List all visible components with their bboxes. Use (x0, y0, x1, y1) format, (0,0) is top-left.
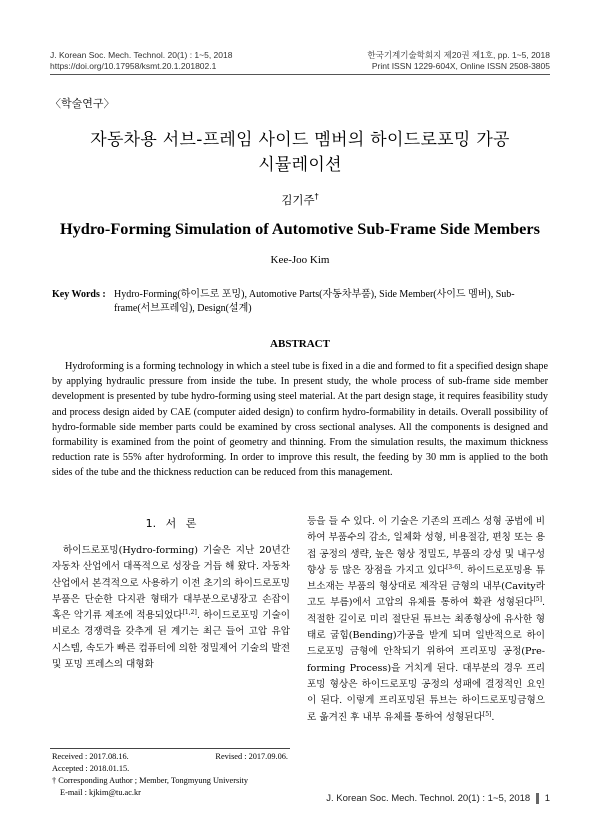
journal-citation-en: J. Korean Soc. Mech. Technol. 20(1) : 1~5, 2018 (50, 50, 233, 60)
author-english: Kee-Joo Kim (270, 254, 330, 266)
section-heading-introduction: 1. 서 론 (145, 517, 197, 530)
issn: Print ISSN 1229-604X, Online ISSN 2508-3805 (371, 61, 550, 71)
abstract-title: ABSTRACT (270, 338, 330, 350)
author-korean-name: 김기주 (281, 193, 315, 207)
article-category: 〈학술연구〉 (50, 97, 115, 110)
corresponding-mark: † (314, 192, 319, 202)
revised-date: Revised : 2017.09.06. (215, 752, 288, 761)
page-number: 1 (544, 793, 550, 804)
right-text-2: . 하이드로포밍용 튜브소재는 부품의 형상대로 제작된 금형의 내부(Cavity라고도 부름)에서 고압의 유체를 통하여 확관 성형된다 (307, 564, 545, 609)
author-korean (50, 192, 550, 208)
keywords-label: Key Words : (52, 289, 106, 300)
title-english: Hydro-Forming Simulation of Automotive Sub-Frame Side Members (60, 219, 540, 238)
right-text-4: . (491, 711, 495, 723)
right-paragraph (307, 514, 545, 726)
footnote-dates (52, 751, 288, 763)
title-korean-line2: 시뮬레이션 (258, 155, 342, 175)
title-korean (50, 128, 550, 178)
corresponding-author: † Corresponding Author ; Member, Tongmyung University (52, 776, 248, 785)
footnote-rule (50, 748, 290, 749)
citation-ref[interactable]: [3-6] (446, 563, 461, 571)
footer-divider (536, 793, 539, 804)
received-date: Received : 2017.08.16. (52, 752, 129, 761)
right-text-1: 등을 들 수 있다. 이 기술은 기존의 프레스 성형 공법에 비하여 부품수의 감소, 일체화 성형, 비용절감, 편칭 또는 용접 공정의 생략, 높은 형상 정밀도, 부품의 강성 및 내구성 향상 등 많은 장점을 가지고 있다 (307, 516, 545, 576)
left-column (52, 543, 290, 673)
author-email[interactable]: E-mail : kjkim@tu.ac.kr (60, 788, 141, 797)
citation-ref[interactable]: [1,2] (182, 609, 197, 616)
accepted-date: Accepted : 2018.01.15. (52, 764, 130, 773)
intro-text-2: . 하이드로포밍 기술이 비로소 경쟁력을 갖추게 된 계기는 최근 들어 고압 유압 시스템, 속도가 빠른 컴퓨터에 의한 정밀제어 기술의 발전 및 포밍 프레스의 대형화 (52, 610, 290, 671)
right-column (307, 514, 545, 726)
doi-link[interactable]: https://doi.org/10.17958/ksmt.20.1.201802.1 (50, 61, 217, 71)
citation-ref[interactable]: [5] (533, 596, 542, 604)
page-footer (326, 793, 550, 804)
keywords-text: Hydro-Forming(하이드로 포밍), Automotive Parts(자동차부품), Side Member(사이드 멤버), Sub-frame(서브프레임), Design(설계) (114, 289, 515, 314)
intro-paragraph (52, 543, 290, 673)
header-right (367, 50, 550, 72)
right-text-3: . 적절한 길이로 미리 절단된 튜브는 최종형상에 유사한 형태로 굽힘(Bending)가공을 받게 되며 일반적으로 하이드로포밍 금형에 안착되기 위하여 프리포밍 공정(Pre-forming Process)을 거치게 된다. 대부분의 경우 프리포밍 형상은 하이드로포밍 공정의 성패에 결정적인 요인이 된다. 이렇게 프리포밍된 튜브는 하이드로포밍금형으로 옮겨진 후 내부 유체를 통하여 성형된다 (307, 597, 545, 723)
intro-text-1: 하이드로포밍(Hydro-forming) 기술은 지난 20년간 자동차 산업에서 대폭적으로 성장을 거듭 해 왔다. 자동차산업에서 본격적으로 사용하기 이전 초기의 하이드로포밍 부품은 단순한 다지관 형태가 대부분으로냉장고 손잡이 혹은 악기류 제조에 적용되었다 (52, 545, 290, 622)
citation-ref[interactable]: [5] (482, 710, 492, 718)
footer-citation: J. Korean Soc. Mech. Technol. 20(1) : 1~5, 2018 (326, 793, 531, 804)
journal-citation-kr: 한국기계기술학회지 제20권 제1호, pp. 1~5, 2018 (367, 50, 550, 60)
title-korean-line1: 자동차용 서브-프레임 사이드 멤버의 하이드로포밍 가공 (90, 130, 510, 150)
header-left (50, 50, 232, 72)
header-rule (50, 74, 550, 75)
abstract-text: Hydroforming is a forming technology in which a steel tube is fixed in a die and formed to fit a specified design shape by applying hydraulic pressure from inside the tube. In present study, the whole process of sub-frame side member development is presented by tube hydro-forming using steel material. At the part design stage, it requires feasibility study and process design aided by CAE (computer aided design) to confirm hydro-formability in details. Overall possibility of hydro-formable side member parts could be examined by cross sectional analyses. All the components is designed and formability is examined from the point of geometry and thinning. From the simulation results, the maximum thickness reduction rate is 55% after hydroforming. In order to improve this result, the feeding by 30 mm is applied to the both sides of the tube and the thickness reduction can be reduced from this management. (52, 361, 548, 479)
